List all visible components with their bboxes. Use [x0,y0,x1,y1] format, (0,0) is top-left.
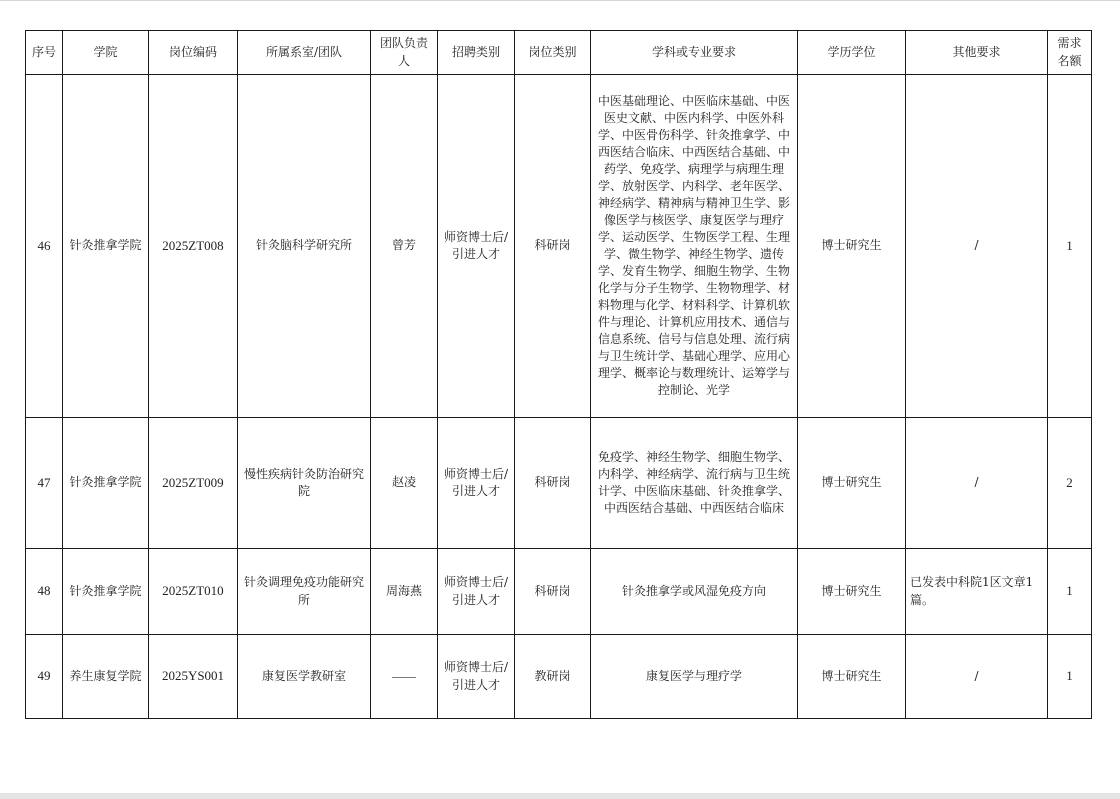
bottom-page-edge [0,793,1120,799]
cell-seq: 47 [26,418,63,549]
cell-other: 已发表中科院1区文章1篇。 [906,549,1048,635]
cell-dept: 针灸脑科学研究所 [238,75,371,418]
header-college: 学院 [63,31,149,75]
header-recruit-type: 招聘类别 [438,31,515,75]
header-post-code: 岗位编码 [149,31,238,75]
header-count: 需求名额 [1048,31,1092,75]
cell-recruit-type: 师资博士后/引进人才 [438,75,515,418]
header-major: 学科或专业要求 [591,31,798,75]
cell-seq: 46 [26,75,63,418]
table-row [26,418,1092,549]
cell-seq: 48 [26,549,63,635]
cell-other: / [906,75,1048,418]
table-row [26,549,1092,635]
cell-post-code: 2025ZT010 [149,549,238,635]
cell-leader: 曾芳 [371,75,438,418]
cell-degree: 博士研究生 [798,75,906,418]
top-divider [0,0,1120,1]
cell-college: 养生康复学院 [63,635,149,719]
table-row [26,635,1092,719]
cell-degree: 博士研究生 [798,549,906,635]
cell-college: 针灸推拿学院 [63,549,149,635]
cell-post-type: 科研岗 [515,549,591,635]
cell-recruit-type: 师资博士后/引进人才 [438,635,515,719]
recruitment-table [25,30,1092,719]
cell-major: 康复医学与理疗学 [591,635,798,719]
cell-dept: 针灸调理免疫功能研究所 [238,549,371,635]
cell-count: 2 [1048,418,1092,549]
header-degree: 学历学位 [798,31,906,75]
cell-recruit-type: 师资博士后/引进人才 [438,418,515,549]
cell-post-code: 2025YS001 [149,635,238,719]
cell-count: 1 [1048,75,1092,418]
cell-other: / [906,635,1048,719]
cell-leader: 周海燕 [371,549,438,635]
header-dept: 所属系室/团队 [238,31,371,75]
table-header [26,31,1092,75]
cell-leader: 赵凌 [371,418,438,549]
table-row [26,75,1092,418]
cell-count: 1 [1048,549,1092,635]
cell-post-code: 2025ZT009 [149,418,238,549]
cell-degree: 博士研究生 [798,635,906,719]
cell-college: 针灸推拿学院 [63,75,149,418]
header-row [26,31,1092,75]
header-seq: 序号 [26,31,63,75]
cell-degree: 博士研究生 [798,418,906,549]
cell-major: 免疫学、神经生物学、细胞生物学、内科学、神经病学、流行病与卫生统计学、中医临床基础、针灸推拿学、中西医结合基础、中西医结合临床 [591,418,798,549]
cell-post-type: 科研岗 [515,418,591,549]
cell-dept: 康复医学教研室 [238,635,371,719]
cell-seq: 49 [26,635,63,719]
cell-other: / [906,418,1048,549]
header-other: 其他要求 [906,31,1048,75]
cell-post-type: 科研岗 [515,75,591,418]
cell-college: 针灸推拿学院 [63,418,149,549]
cell-post-code: 2025ZT008 [149,75,238,418]
recruitment-table-page [25,30,1091,719]
cell-major: 中医基础理论、中医临床基础、中医医史文献、中医内科学、中医外科学、中医骨伤科学、针灸推拿学、中西医结合临床、中西医结合基础、中药学、免疫学、病理学与病理生理学、放射医学、内科学、老年医学、神经病学、精神病与精神卫生学、影像医学与核医学、康复医学与理疗学、运动医学、生物医学工程、生理学、微生物学、神经生物学、遗传学、发育生物学、细胞生物学、生物化学与分子生物学、生物物理学、材料物理与化学、材料科学、计算机软件与理论、计算机应用技术、通信与信息系统、信号与信息处理、流行病与卫生统计学、基础心理学、应用心理学、概率论与数理统计、运筹学与控制论、光学 [591,75,798,418]
cell-dept: 慢性疾病针灸防治研究院 [238,418,371,549]
cell-post-type: 教研岗 [515,635,591,719]
cell-major: 针灸推拿学或风湿免疫方向 [591,549,798,635]
header-leader: 团队负责人 [371,31,438,75]
header-post-type: 岗位类别 [515,31,591,75]
table-body [26,75,1092,719]
cell-recruit-type: 师资博士后/引进人才 [438,549,515,635]
cell-leader: —— [371,635,438,719]
cell-count: 1 [1048,635,1092,719]
